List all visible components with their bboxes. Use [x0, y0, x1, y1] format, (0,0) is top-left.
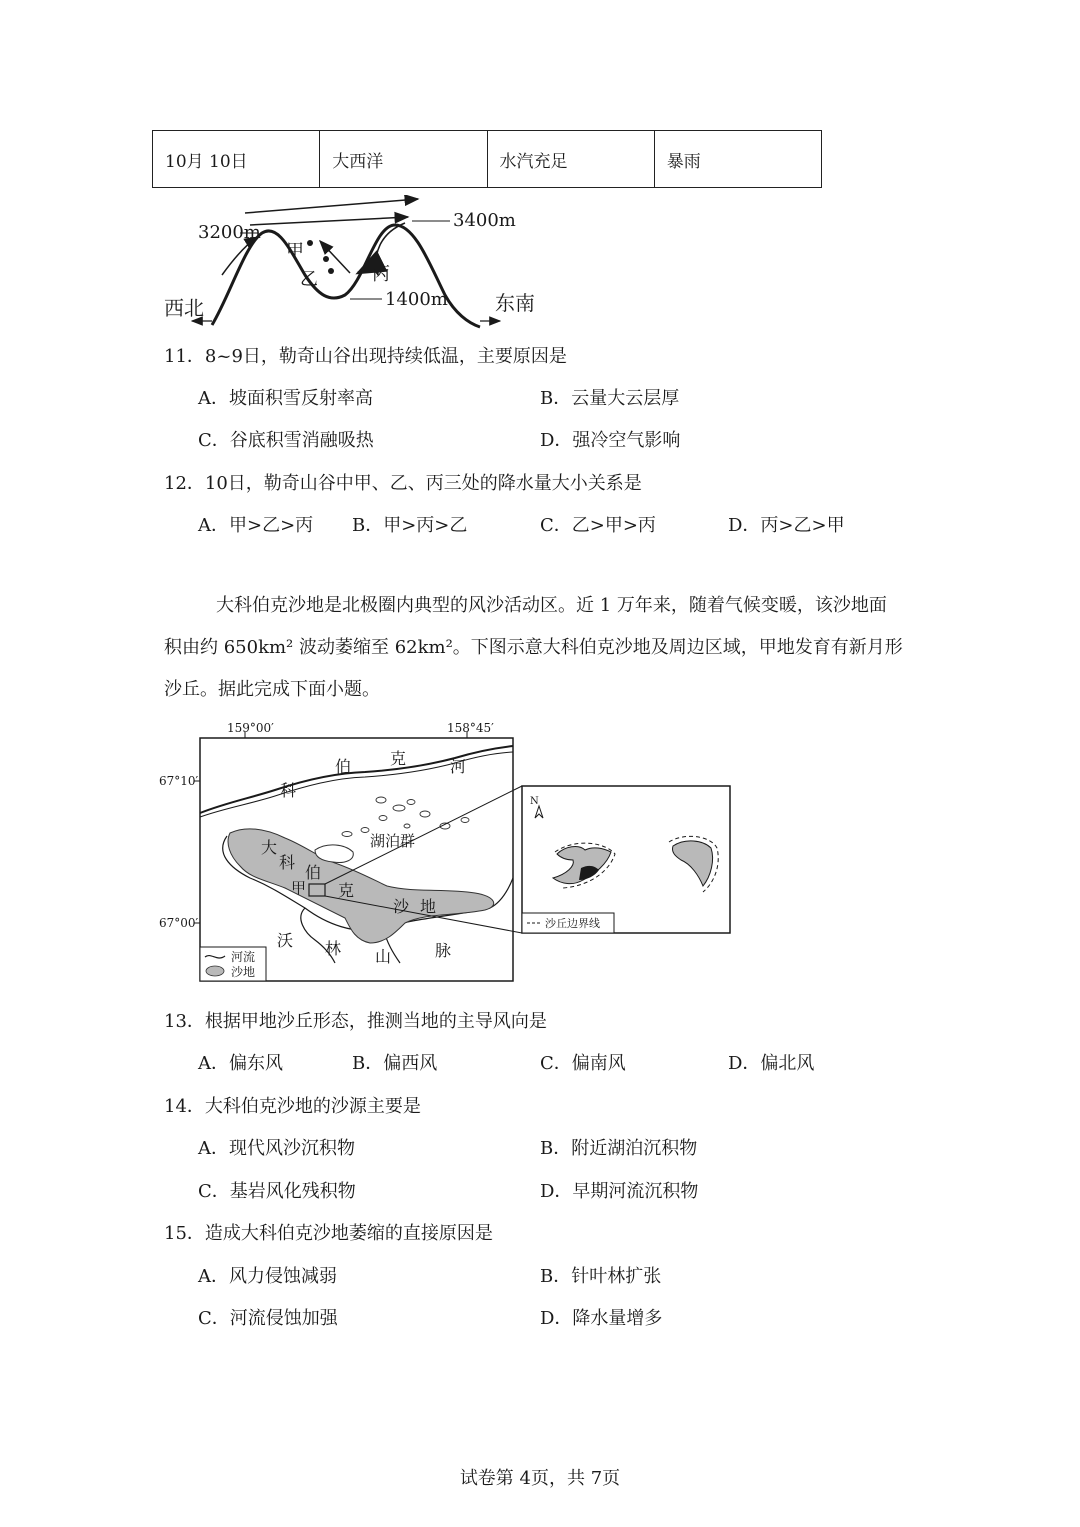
q14-option-c[interactable]: C．基岩风化残积物	[198, 1181, 356, 1202]
q12-option-a[interactable]: A．甲>乙>丙	[198, 515, 314, 536]
q12-stem: 12．10日，勒奇山谷中甲、乙、丙三处的降水量大小关系是	[164, 473, 642, 494]
q15-option-b[interactable]: B．针叶林扩张	[540, 1266, 662, 1287]
legend-sand-label: 沙地	[231, 965, 256, 979]
q14-stem: 14．大科伯克沙地的沙源主要是	[164, 1096, 421, 1117]
sand-char-5: 沙	[393, 897, 410, 916]
page-footer: 试卷第 4页，共 7页	[459, 1468, 621, 1489]
passage-line-2: 积由约 650km² 波动萎缩至 62km²。下图示意大科伯克沙地及周边区域，甲地发育有新月形	[164, 637, 903, 658]
mountain-char-3: 山	[375, 947, 392, 966]
cell-vapor: 水汽充足	[487, 131, 654, 188]
q11-option-b[interactable]: B．云量大云层厚	[540, 388, 680, 409]
lat-bottom-label: 67°00′	[159, 916, 199, 930]
lat-top-label: 67°10′	[159, 774, 199, 788]
label-southeast: 东南	[495, 291, 535, 315]
point-jia-dot	[307, 240, 313, 246]
cell-source: 大西洋	[320, 131, 487, 188]
valley-profile-diagram	[150, 195, 570, 335]
inset-legend-label: 沙丘边界线	[545, 917, 600, 930]
legend-sand-icon	[206, 966, 224, 976]
jia-label: 甲	[291, 879, 307, 897]
lon-left-label: 159°00′	[227, 721, 274, 735]
sandland-map	[155, 718, 775, 988]
label-yi: 乙	[300, 269, 318, 290]
q15-option-a[interactable]: A．风力侵蚀减弱	[198, 1266, 337, 1287]
mountain-char-2: 林	[325, 939, 342, 958]
mountain-char-1: 沃	[277, 931, 294, 950]
river-main	[200, 746, 513, 813]
q12-option-d[interactable]: D．丙>乙>甲	[728, 515, 845, 536]
sand-char-2: 科	[279, 853, 296, 872]
sand-char-3: 伯	[305, 863, 322, 882]
river-char-3: 克	[390, 749, 407, 768]
q11-stem: 11．8~9日，勒奇山谷出现持续低温，主要原因是	[164, 346, 567, 367]
q12-option-c[interactable]: C．乙>甲>丙	[540, 515, 656, 536]
table-row	[153, 131, 822, 188]
q15-option-c[interactable]: C．河流侵蚀加强	[198, 1308, 338, 1329]
lon-right-label: 158°45′	[447, 721, 494, 735]
lake-group-label: 湖泊群	[370, 832, 416, 850]
q13-option-c[interactable]: C．偏南风	[540, 1053, 626, 1074]
q12-option-b[interactable]: B．甲>丙>乙	[352, 515, 468, 536]
sand-char-6: 地	[420, 897, 437, 916]
label-valley: 1400m	[385, 289, 448, 310]
q11-option-c[interactable]: C．谷底积雪消融吸热	[198, 430, 374, 451]
label-left-peak: 3200m	[198, 222, 261, 243]
label-jia: 甲	[286, 241, 304, 262]
q15-option-d[interactable]: D．降水量增多	[540, 1308, 663, 1329]
point-bing-dot	[328, 268, 334, 274]
legend-river-label: 河流	[231, 950, 256, 964]
passage-line-1: 大科伯克沙地是北极圈内典型的风沙活动区。近 1 万年来，随着气候变暖，该沙地面	[216, 595, 887, 616]
q13-option-d[interactable]: D．偏北风	[728, 1053, 815, 1074]
q11-option-d[interactable]: D．强冷空气影响	[540, 430, 681, 451]
label-bing: 丙	[372, 264, 390, 285]
river-char-4: 河	[450, 757, 467, 776]
sand-char-1: 大	[261, 838, 278, 857]
river-char-1: 科	[280, 781, 297, 800]
q15-stem: 15．造成大科伯克沙地萎缩的直接原因是	[164, 1223, 493, 1244]
q11-option-a[interactable]: A．坡面积雪反射率高	[198, 388, 373, 409]
q14-option-d[interactable]: D．早期河流沉积物	[540, 1181, 699, 1202]
q13-option-b[interactable]: B．偏西风	[352, 1053, 438, 1074]
point-yi-dot	[323, 256, 329, 262]
passage-line-3: 沙丘。据此完成下面小题。	[164, 679, 380, 700]
label-right-peak: 3400m	[453, 210, 516, 231]
label-northwest: 西北	[164, 296, 204, 320]
q13-stem: 13．根据甲地沙丘形态，推测当地的主导风向是	[164, 1011, 547, 1032]
q14-option-b[interactable]: B．附近湖泊沉积物	[540, 1138, 698, 1159]
river-char-2: 伯	[335, 757, 352, 776]
mountain-char-4: 脉	[435, 941, 452, 960]
cell-weather: 暴雨	[654, 131, 821, 188]
weather-table	[152, 130, 822, 188]
cell-date: 10月 10日	[153, 131, 320, 188]
q13-option-a[interactable]: A．偏东风	[198, 1053, 283, 1074]
q14-option-a[interactable]: A．现代风沙沉积物	[198, 1138, 355, 1159]
sand-char-4: 克	[338, 881, 355, 900]
inset-north-label: N	[530, 796, 539, 807]
